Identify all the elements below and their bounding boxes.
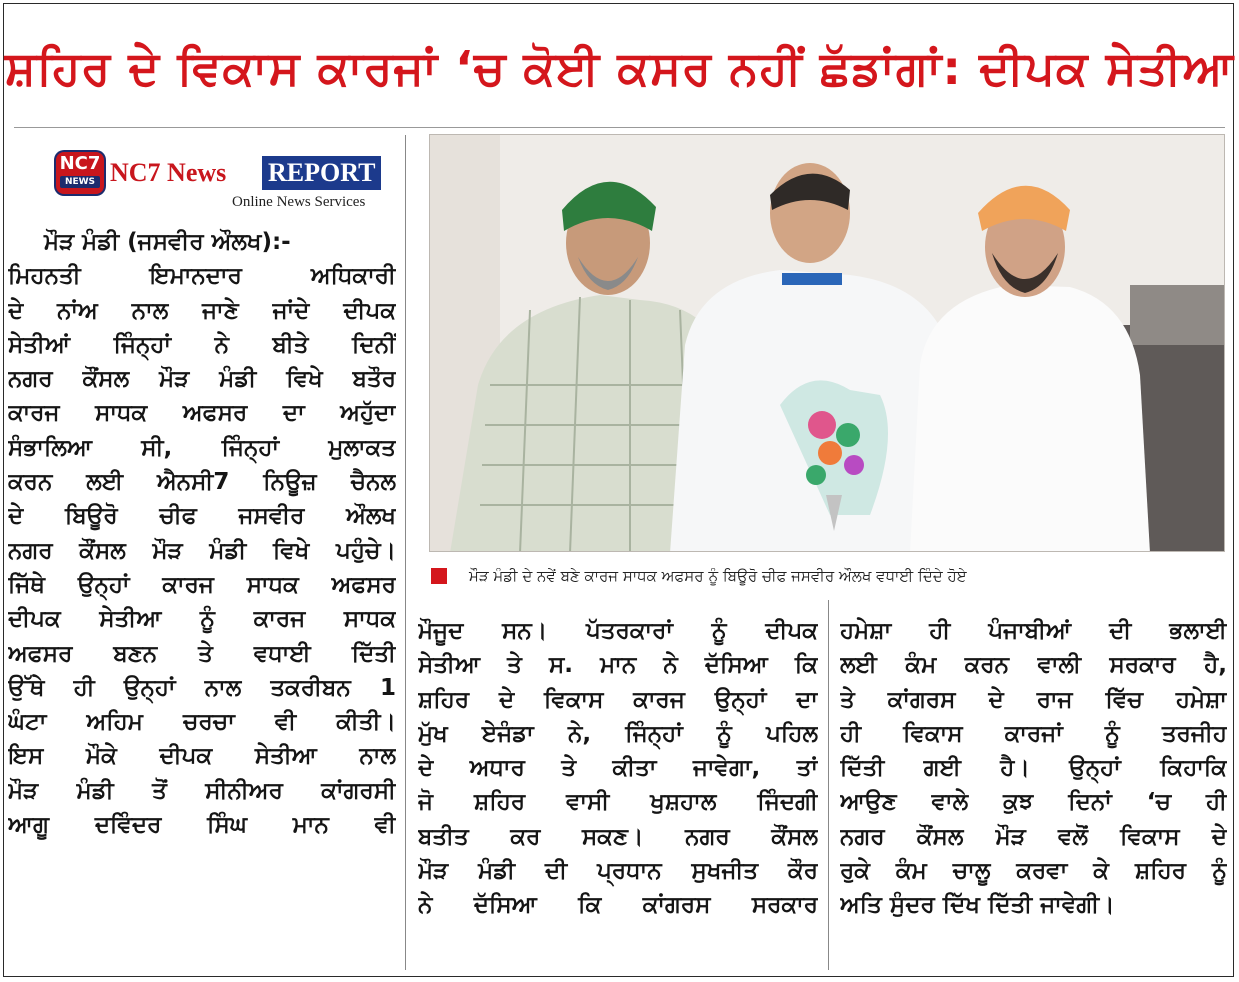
photo-illustration <box>430 135 1225 552</box>
headline: ਸ਼ਹਿਰ ਦੇ ਵਿਕਾਸ ਕਾਰਜਾਂ ‘ਚ ਕੋਈ ਕਸਰ ਨਹੀਂ ਛੱਡਾਂਗਾਂ: ਦੀਪਕ ਸੇਤੀਆ <box>4 41 1235 95</box>
badge-top-text: NC7 <box>59 153 101 174</box>
headline-rule <box>14 127 1225 128</box>
text-line: ਕਾਰਜ ਸਾਧਕ ਅਫਸਰ ਦਾ ਅਹੁੱਦਾ <box>8 400 396 427</box>
text-line: ਰੁਕੇ ਕੰਮ ਚਾਲੂ ਕਰਵਾ ਕੇ ਸ਼ਹਿਰ ਨੂੰ <box>840 858 1227 885</box>
logo-report-badge: REPORT <box>262 156 381 190</box>
text-line: ਇਸ ਮੌਕੇ ਦੀਪਕ ਸੇਤੀਆ ਨਾਲ <box>8 743 396 770</box>
text-line: ਘੰਟਾ ਅਹਿਮ ਚਰਚਾ ਵੀ ਕੀਤੀ। <box>8 709 396 736</box>
column-rule-1 <box>405 135 406 970</box>
text-line: ਨੇ ਦੱਸਿਆ ਕਿ ਕਾਂਗਰਸ ਸਰਕਾਰ <box>418 892 818 919</box>
text-line: ਮੌੜ ਮੰਡੀ ਤੋਂ ਸੀਨੀਅਰ ਕਾਂਗਰਸੀ <box>8 777 396 804</box>
text-line: ਜੋ ਸ਼ਹਿਰ ਵਾਸੀ ਖੁਸ਼ਹਾਲ ਜਿੰਦਗੀ <box>418 789 818 816</box>
text-line: ਦੀਪਕ ਸੇਤੀਆ ਨੂੰ ਕਾਰਜ ਸਾਧਕ <box>8 606 396 633</box>
caption-square-icon <box>431 568 447 584</box>
text-line: ਤੇ ਕਾਂਗਰਸ ਦੇ ਰਾਜ ਵਿੱਚ ਹਮੇਸ਼ਾ <box>840 686 1227 713</box>
article-column-2 <box>418 614 818 923</box>
column-rule-2 <box>828 600 829 970</box>
logo-name: NC7 News <box>110 158 227 187</box>
text-line: ਲਈ ਕੰਮ ਕਰਨ ਵਾਲੀ ਸਰਕਾਰ ਹੈ, <box>840 652 1227 679</box>
text-line: ਅਤਿ ਸੁੰਦਰ ਦਿੱਖ ਦਿੱਤੀ ਜਾਵੇਗੀ। <box>840 892 1115 919</box>
dateline: ਮੌੜ ਮੰਡੀ (ਜਸਵੀਰ ਔਲਖ):- <box>44 229 291 255</box>
text-line: ਦੇ ਅਧਾਰ ਤੇ ਕੀਤਾ ਜਾਵੇਗਾ, ਤਾਂ <box>418 755 818 782</box>
text-line: ਕਰਨ ਲਈ ਐਨਸੀ7 ਨਿਊਜ਼ ਚੈਨਲ <box>8 469 396 496</box>
text-line: ਅਫਸਰ ਬਣਨ ਤੇ ਵਧਾਈ ਦਿੱਤੀ <box>8 640 396 667</box>
text-line: ਸੇਤੀਆ ਤੇ ਸ. ਮਾਨ ਨੇ ਦੱਸਿਆ ਕਿ <box>418 652 818 679</box>
article-column-1 <box>8 225 396 842</box>
text-line: ਨਗਰ ਕੌਂਸਲ ਮੌੜ ਮੰਡੀ ਵਿਖੇ ਬਤੌਰ <box>8 366 396 393</box>
text-line: ਨਗਰ ਕੌਂਸਲ ਮੌੜ ਵਲੋਂ ਵਿਕਾਸ ਦੇ <box>840 823 1227 850</box>
text-line: ਮੌਜੂਦ ਸਨ। ਪੱਤਰਕਾਰਾਂ ਨੂੰ ਦੀਪਕ <box>418 618 818 644</box>
text-line: ਮੁੱਖ ਏਜੰਡਾ ਨੇ, ਜਿੰਨ੍ਹਾਂ ਨੂੰ ਪਹਿਲ <box>418 720 818 747</box>
text-line: ਮਿਹਨਤੀ ਇਮਾਨਦਾਰ ਅਧਿਕਾਰੀ <box>8 263 396 290</box>
nc7-news-logo <box>48 152 388 214</box>
text-line: ਨਗਰ ਕੌਂਸਲ ਮੌੜ ਮੰਡੀ ਵਿਖੇ ਪਹੁੰਚੇ। <box>8 537 396 564</box>
text-line: ਬਤੀਤ ਕਰ ਸਕਣ। ਨਗਰ ਕੌਂਸਲ <box>418 823 818 850</box>
text-line: ਸੇਤੀਆਂ ਜਿੰਨ੍ਹਾਂ ਨੇ ਬੀਤੇ ਦਿਨੀਂ <box>8 331 396 358</box>
news-photo <box>429 134 1225 552</box>
text-line: ਸ਼ਹਿਰ ਦੇ ਵਿਕਾਸ ਕਾਰਜ ਉਨ੍ਹਾਂ ਦਾ <box>418 686 818 713</box>
text-line: ਹਮੇਸ਼ਾ ਹੀ ਪੰਜਾਬੀਆਂ ਦੀ ਭਲਾਈ <box>840 618 1227 644</box>
text-line: ਹੀ ਵਿਕਾਸ ਕਾਰਜਾਂ ਨੂੰ ਤਰਜੀਹ <box>840 720 1227 747</box>
text-line: ਦੇ ਨਾਂਅ ਨਾਲ ਜਾਣੇ ਜਾਂਦੇ ਦੀਪਕ <box>8 297 396 324</box>
text-line: ਉੱਥੇ ਹੀ ਉਨ੍ਹਾਂ ਨਾਲ ਤਕਰੀਬਨ 1 <box>8 674 396 701</box>
caption-text: ਮੌੜ ਮੰਡੀ ਦੇ ਨਵੇਂ ਬਣੇ ਕਾਰਜ ਸਾਧਕ ਅਫਸਰ ਨੂੰ ਬਿਊਰੋ ਚੀਫ ਜਸਵੀਰ ਔਲਖ ਵਧਾਈ ਦਿੰਦੇ ਹੋਏ <box>469 567 967 585</box>
nc7-badge-icon <box>56 152 104 194</box>
text-line: ਦੇ ਬਿਊਰੋ ਚੀਫ ਜਸਵੀਰ ਔਲਖ <box>8 503 396 530</box>
photo-caption <box>429 562 1225 590</box>
badge-bottom-text: NEWS <box>60 176 100 188</box>
text-line: ਜਿੱਥੇ ਉਨ੍ਹਾਂ ਕਾਰਜ ਸਾਧਕ ਅਫਸਰ <box>8 571 396 598</box>
text-line: ਮੌੜ ਮੰਡੀ ਦੀ ਪ੍ਰਧਾਨ ਸੁਖਜੀਤ ਕੌਰ <box>418 858 818 885</box>
text-line: ਆਗੂ ਦਵਿੰਦਰ ਸਿੰਘ ਮਾਨ ਵੀ <box>8 812 396 839</box>
text-line: ਆਉਣ ਵਾਲੇ ਕੁਝ ਦਿਨਾਂ ‘ਚ ਹੀ <box>840 789 1227 816</box>
text-line: ਦਿੱਤੀ ਗਈ ਹੈ। ਉਨ੍ਹਾਂ ਕਿਹਾਕਿ <box>840 755 1227 782</box>
text-line: ਸੰਭਾਲਿਆ ਸੀ, ਜਿੰਨ੍ਹਾਂ ਮੁਲਾਕਤ <box>8 434 396 461</box>
article-column-3 <box>840 614 1227 923</box>
logo-tagline: Online News Services <box>232 194 366 210</box>
